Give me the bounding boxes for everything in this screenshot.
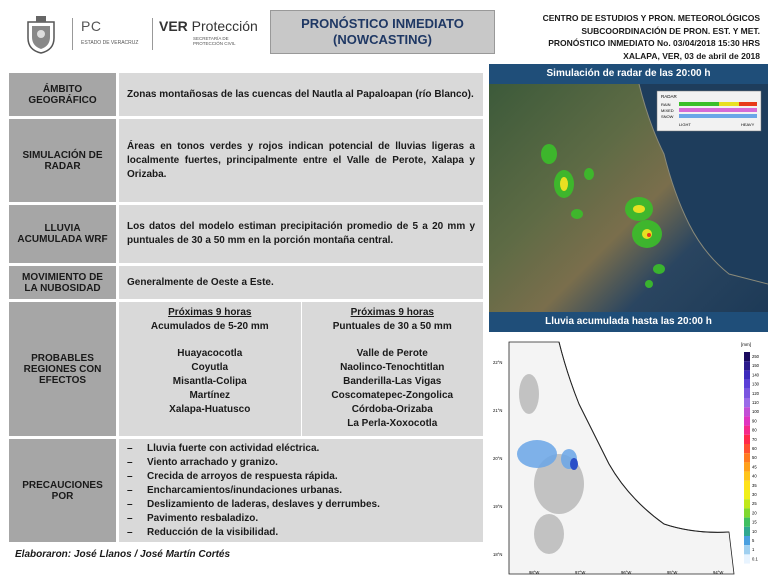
list-item: Misantla-Colipa <box>172 376 247 387</box>
text-radar: Áreas en tonos verdes y rojos indican potencial de lluvias ligeras a localmente fuertes, principalmente entre el Valle de Perote, Xalapa y Orizaba. <box>119 119 483 202</box>
rain-scale-label: 35 <box>752 482 757 488</box>
ver-subtitle-line1: SECRETARÍA DE <box>193 36 229 41</box>
rain-scale-swatch <box>744 435 750 444</box>
radar-legend-snow: SNOW <box>661 114 674 119</box>
rain-lat-label: 19°N <box>493 504 503 509</box>
label-movimiento: MOVIMIENTO DE LA NUBOSIDAD <box>9 266 119 299</box>
rain-scale-swatch <box>744 426 750 435</box>
radar-map-image <box>489 84 768 312</box>
label-precauciones: PRECAUCIONES POR <box>9 439 119 542</box>
row-lluvia <box>9 205 483 266</box>
ver-title-rest: Protección <box>187 18 258 34</box>
rain-scale-swatch <box>744 416 750 425</box>
col1-sub: Acumulados de 5-20 mm <box>150 321 269 332</box>
label-radar: SIMULACIÓN DE RADAR <box>9 119 119 202</box>
ver-title-bold: VER <box>159 18 188 34</box>
rain-scale-swatch <box>744 554 750 563</box>
list-item: Coyutla <box>191 362 229 373</box>
rain-accumulation-map <box>489 334 768 578</box>
rain-scale-label: 15 <box>752 519 757 525</box>
rain-scale-label: 250 <box>752 354 759 359</box>
rain-scale-swatch <box>744 499 750 508</box>
rain-scale-swatch <box>744 518 750 527</box>
ver-subtitle-line2: PROTECCIÓN CIVIL <box>193 41 236 46</box>
rain-lat-label: 22°N <box>493 360 503 365</box>
list-item: – Pavimento resbaladizo. <box>127 512 380 526</box>
rain-lat-label: 20°N <box>493 456 503 461</box>
text-ambito: Zonas montañosas de las cuencas del Nautla al Papaloapan (río Blanco). <box>119 73 483 116</box>
col1-head: Próximas 9 horas <box>168 307 252 318</box>
radar-panel-title: Simulación de radar de las 20:00 h <box>489 64 768 84</box>
rain-scale-label: 5 <box>752 538 755 543</box>
rain-scale-label: 90 <box>752 418 757 424</box>
radar-simulation-map <box>489 84 768 312</box>
row-movimiento <box>9 266 483 302</box>
list-item: – Crecida de arroyos de respuesta rápida. <box>127 470 380 484</box>
rain-unit-label: [mm] <box>741 342 751 347</box>
veracruz-seal-icon <box>24 14 58 54</box>
rain-scale-label: 50 <box>752 455 757 461</box>
rain-scale-swatch <box>744 380 750 389</box>
precauciones-list <box>127 442 380 540</box>
center-line1: CENTRO DE ESTUDIOS Y PRON. METEOROLÓGICOS <box>542 13 760 23</box>
rain-panel-title: Lluvia acumulada hasta las 20:00 h <box>489 312 768 332</box>
rain-scale-label: 130 <box>752 381 759 387</box>
regiones-columns <box>119 302 483 436</box>
rain-scale-label: 120 <box>752 390 759 396</box>
radar-legend-title: RADAR <box>661 94 677 99</box>
rain-scale-label: 0.1 <box>752 556 758 562</box>
rain-scale-swatch <box>744 352 750 361</box>
report-title <box>270 10 495 54</box>
report-title-line1: PRONÓSTICO INMEDIATO <box>301 16 464 31</box>
list-item: Huayacocotla <box>177 348 243 359</box>
rain-scale-swatch <box>744 398 750 407</box>
rain-scale-label: 25 <box>752 501 757 507</box>
list-item: – Viento arrachado y granizo. <box>127 456 380 470</box>
rain-scale-label: 30 <box>752 492 757 497</box>
pc-subtitle: ESTADO DE VERACRUZ <box>81 40 139 46</box>
center-line2: SUBCOORDINACIÓN DE PRON. EST. Y MET. <box>581 25 760 36</box>
list-item: La Perla-Xoxocotla <box>347 418 438 429</box>
center-info <box>543 12 760 62</box>
rain-lon-label: 96°W <box>621 570 632 575</box>
list-item: – Deslizamiento de laderas, deslaves y derrumbes. <box>127 498 380 512</box>
ver-logo <box>152 18 258 50</box>
forecast-table <box>9 73 483 545</box>
list-item: Córdoba-Orizaba <box>351 404 433 415</box>
row-precauciones <box>9 439 483 545</box>
list-item: – Lluvia fuerte con actividad eléctrica. <box>127 442 380 456</box>
rain-lon-label: 97°W <box>575 570 586 575</box>
row-ambito <box>9 73 483 119</box>
rain-scale-swatch <box>744 407 750 416</box>
rain-lat-label: 21°N <box>493 408 503 413</box>
rain-scale-swatch <box>744 545 750 554</box>
center-line4: XALAPA, VER, 03 de abril de 2018 <box>623 50 760 61</box>
ver-subtitle <box>193 36 258 46</box>
radar-legend-light: LIGHT <box>679 122 691 127</box>
rain-lat-label: 18°N <box>493 552 503 557</box>
rain-scale-label: 20 <box>752 510 757 516</box>
row-regiones <box>9 302 483 439</box>
rain-scale-swatch <box>744 444 750 453</box>
row-radar <box>9 119 483 205</box>
pc-logo <box>72 18 138 50</box>
rain-scale-swatch <box>744 490 750 499</box>
rain-map-image <box>489 334 768 578</box>
rain-lon-label: 94°W <box>713 570 724 575</box>
col2-sub: Puntuales de 30 a 50 mm <box>332 321 452 332</box>
rain-lon-label: 95°W <box>667 570 678 575</box>
rain-scale-label: 70 <box>752 436 757 442</box>
list-item: – Reducción de la visibilidad. <box>127 526 380 540</box>
rain-scale-swatch <box>744 536 750 545</box>
radar-legend-mixed: MIXED <box>661 108 674 113</box>
rain-scale-label: 110 <box>752 400 759 405</box>
rain-scale-swatch <box>744 472 750 481</box>
center-line3: PRONÓSTICO INMEDIATO No. 03/04/2018 15:30 HRS <box>548 38 760 48</box>
rain-scale-label: 150 <box>752 363 759 369</box>
list-item: Banderilla-Las Vigas <box>343 376 442 387</box>
rain-scale-label: 80 <box>752 427 757 433</box>
rain-lat-labels <box>493 360 502 557</box>
list-item: Martínez <box>189 390 231 401</box>
text-movimiento: Generalmente de Oeste a Este. <box>119 266 483 299</box>
text-lluvia: Los datos del modelo estiman precipitación promedio de 5 a 20 mm y puntuales de 30 a 50 mm en la porción montaña central. <box>119 205 483 263</box>
rain-scale-label: 40 <box>752 473 757 479</box>
regiones-col-2 <box>301 302 484 436</box>
radar-legend-rain: RAIN <box>661 102 671 107</box>
ver-title <box>159 18 258 34</box>
rain-scale-swatch <box>744 481 750 490</box>
header <box>0 0 768 62</box>
rain-scale-swatch <box>744 508 750 517</box>
regiones-col-1 <box>119 302 301 436</box>
label-lluvia: LLUVIA ACUMULADA WRF <box>9 205 119 263</box>
rain-scale-swatch <box>744 462 750 471</box>
rain-scale-label: 60 <box>752 446 757 451</box>
list-item: Xalapa-Huatusco <box>169 404 251 415</box>
list-item: – Encharcamientos/inundaciones urbanas. <box>127 484 380 498</box>
rain-scale-label: 1 <box>752 547 755 553</box>
list-item: Coscomatepec-Zongolica <box>331 390 454 401</box>
rain-scale-label: 45 <box>752 464 757 470</box>
label-ambito: ÁMBITO GEOGRÁFICO <box>9 73 119 116</box>
rain-scale-swatch <box>744 370 750 379</box>
list-item: Naolinco-Tenochtitlan <box>340 362 445 373</box>
rain-scale-swatch <box>744 389 750 398</box>
col2-head: Próximas 9 horas <box>350 307 434 318</box>
authors-footer: Elaboraron: José Llanos / José Martín Cortés <box>15 549 231 560</box>
report-title-line2: (NOWCASTING) <box>333 32 432 47</box>
pc-title: PC <box>81 18 102 34</box>
radar-legend-heavy: HEAVY <box>741 122 755 127</box>
rain-scale-swatch <box>744 361 750 370</box>
rain-scale-swatch <box>744 527 750 536</box>
list-item: Valle de Perote <box>356 348 428 359</box>
rain-lon-label: 98°W <box>529 570 540 575</box>
rain-scale-label: 100 <box>752 409 759 415</box>
rain-scale-label: 10 <box>752 528 757 534</box>
label-regiones: PROBABLES REGIONES CON EFECTOS <box>9 302 119 436</box>
rain-color-scale <box>744 352 760 564</box>
precauciones-content <box>119 439 483 542</box>
rain-scale-label: 140 <box>752 372 759 378</box>
rain-scale-swatch <box>744 453 750 462</box>
